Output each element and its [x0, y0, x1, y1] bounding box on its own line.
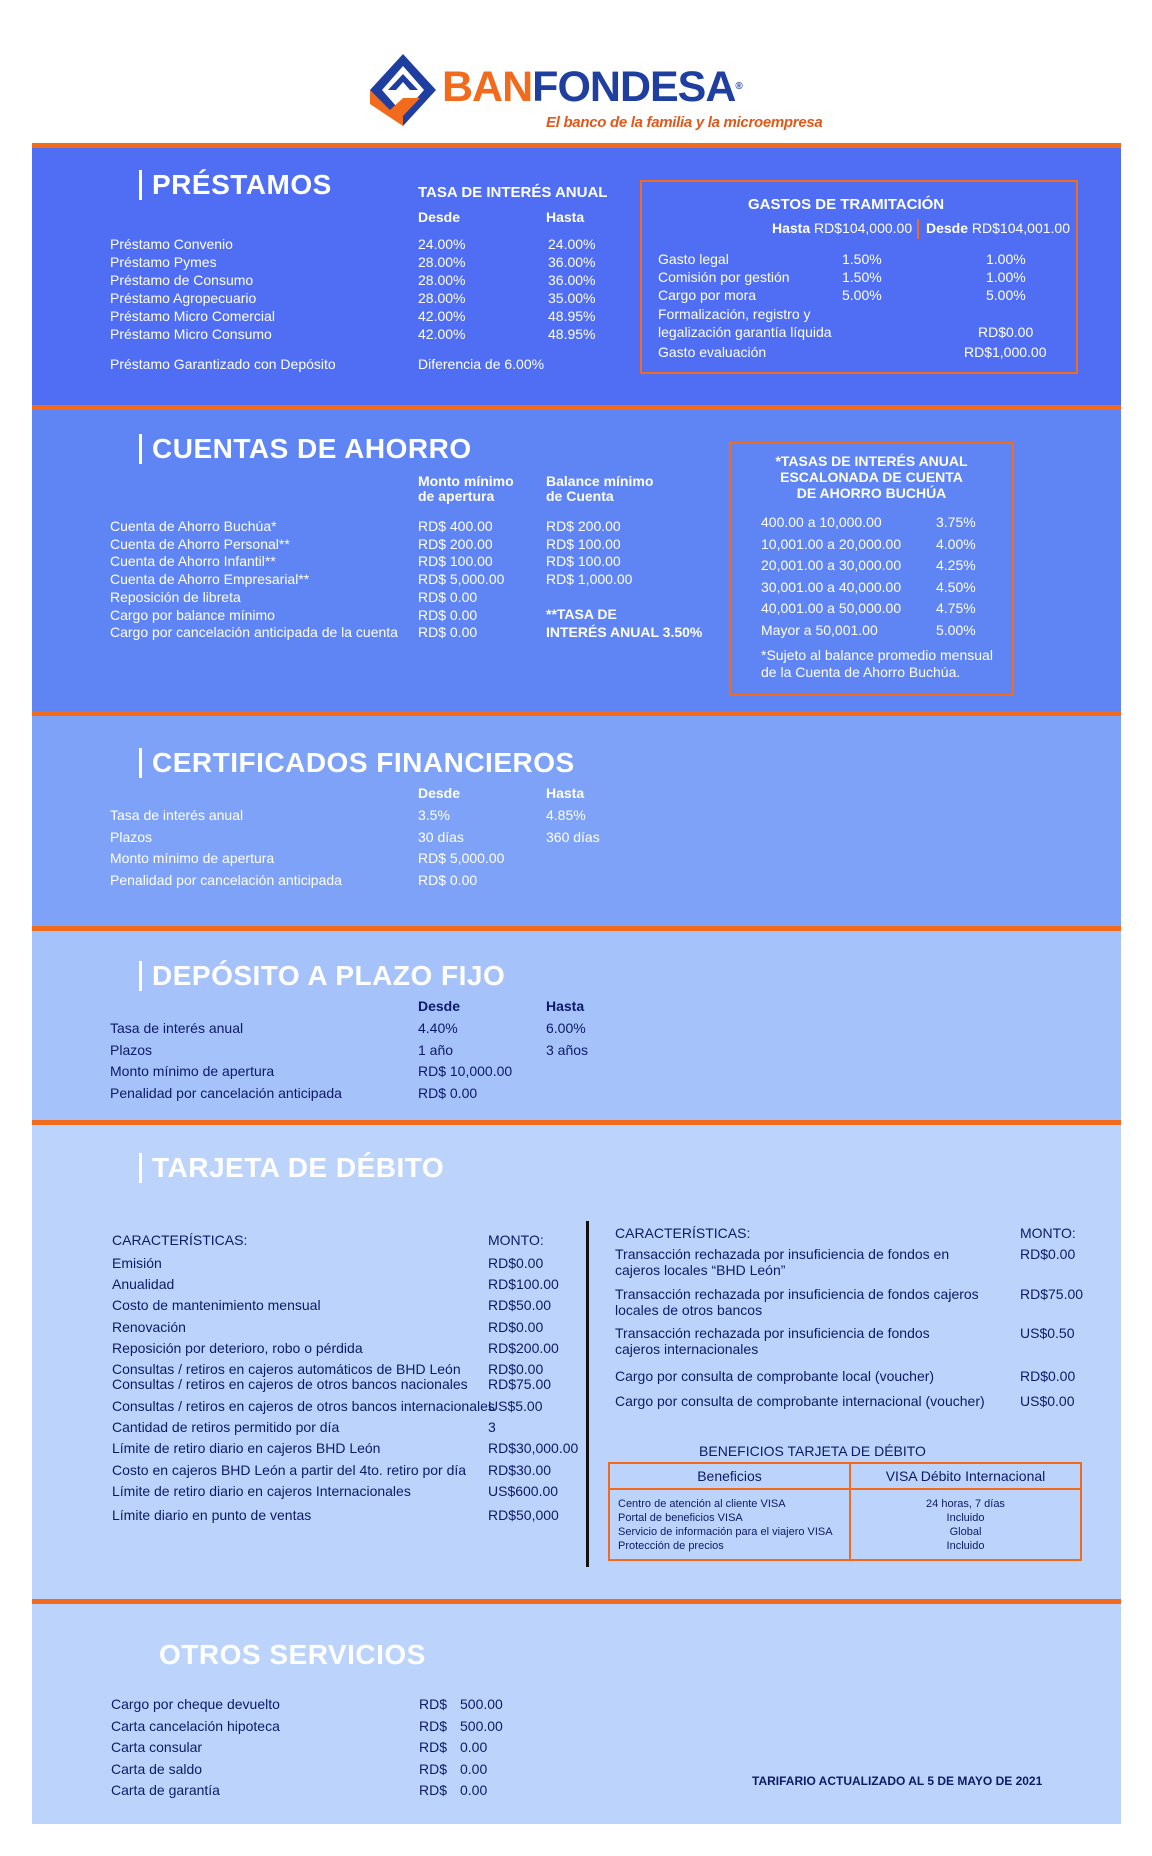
buchua-title-line1: *TASAS DE INTERÉS ANUAL [775, 453, 968, 469]
loan-rate-hasta: 36.00% [548, 254, 596, 270]
buchua-range: 30,001.00 a 40,000.00 [761, 578, 902, 595]
service-name: Carta cancelación hipoteca [111, 1717, 280, 1734]
gasto-col2: 5.00% [986, 287, 1026, 303]
cert-desde: RD$ 5,000.00 [418, 850, 505, 866]
debit-rejection-amount: RD$75.00 [1020, 1286, 1084, 1302]
deposit-name: Plazos [110, 1041, 153, 1058]
service-currency: RD$ [419, 1782, 448, 1798]
gasto-name: Comisión por gestión [658, 269, 790, 285]
section-title: PRÉSTAMOS [139, 170, 332, 200]
section-title: TARJETA DE DÉBITO [139, 1153, 444, 1183]
gasto-col1: 1.50% [842, 269, 882, 285]
debit-amount: RD$0.00 [488, 1361, 544, 1377]
debit-feature: Consultas / retiros en cajeros de otros bancos internacionales [112, 1398, 495, 1414]
service-name: Cargo por cheque devuelto [111, 1696, 280, 1712]
deposit-hasta: 3 años [546, 1041, 589, 1058]
garantizado-value: Diferencia de 6.00% [418, 356, 545, 372]
debit-amount: RD$50,000 [488, 1507, 559, 1523]
col-hasta: Hasta [546, 998, 585, 1014]
account-name: Cargo por balance mínimo [110, 606, 275, 623]
debit-feature: Emisión [112, 1255, 162, 1271]
buchua-title-line2: ESCALONADA DE CUENTA [780, 469, 963, 485]
gasto-name: Cargo por mora [658, 287, 757, 303]
account-balance: RD$ 1,000.00 [546, 571, 633, 588]
col-monto-line2: de apertura [418, 488, 495, 504]
service-amount: 0.00 [460, 1782, 488, 1798]
gastos-desde [926, 220, 1070, 237]
benefit-name: Protección de precios [618, 1540, 724, 1552]
beneficios-col2: VISA Débito Internacional [850, 1463, 1081, 1489]
loan-rate-hasta: 48.95% [548, 326, 596, 342]
cert-desde: 30 días [418, 828, 464, 845]
buchua-rate: 3.75% [936, 514, 976, 530]
account-monto: RD$ 100.00 [418, 553, 493, 570]
brand-logo [368, 52, 823, 137]
buchua-range: 40,001.00 a 50,000.00 [761, 600, 902, 616]
beneficios-values [859, 1497, 1072, 1553]
left-header: CARACTERÍSTICAS: [112, 1232, 248, 1248]
debit-amount: RD$0.00 [488, 1255, 544, 1271]
section-certificados [32, 711, 1121, 926]
right-monto-header: MONTO: [1020, 1225, 1076, 1241]
service-amount: 500.00 [460, 1717, 503, 1734]
gastos-desde-label: Desde [926, 220, 969, 236]
debit-amount: RD$50.00 [488, 1297, 552, 1313]
buchua-rate: 4.25% [936, 557, 976, 573]
brand-name-part2: FONDESA [532, 63, 736, 111]
col-hasta: Hasta [546, 785, 585, 801]
loan-rate-desde: 28.00% [418, 290, 466, 306]
col-monto-line1: Monto mínimo [418, 473, 514, 489]
loan-rate-desde: 28.00% [418, 254, 466, 270]
debit-rejection-line2: locales de otros bancos [615, 1302, 763, 1318]
garantizado-label: Préstamo Garantizado con Depósito [110, 356, 336, 372]
beneficios-names [618, 1497, 841, 1553]
debit-rejection-line1: Transacción rechazada por insuficiencia de fondos en [615, 1246, 950, 1262]
col-hasta: Hasta [546, 209, 585, 225]
debit-feature: Límite de retiro diario en cajeros BHD León [112, 1440, 381, 1456]
buchua-range: Mayor a 50,001.00 [761, 621, 878, 638]
formalizacion-line2: legalización garantía líquida [658, 324, 832, 340]
gastos-desde-amount: RD$104,001.00 [971, 220, 1070, 236]
account-monto: RD$ 5,000.00 [418, 571, 505, 588]
loan-name: Préstamo de Consumo [110, 272, 254, 288]
service-currency: RD$ [419, 1739, 448, 1755]
beneficios-values-cell [850, 1489, 1081, 1560]
account-monto: RD$ 0.00 [418, 624, 478, 641]
col-desde: Desde [418, 785, 461, 801]
debit-amount: RD$200.00 [488, 1340, 559, 1356]
cert-hasta: 360 días [546, 828, 600, 845]
debit-amount: US$5.00 [488, 1398, 543, 1414]
debit-feature: Límite diario en punto de ventas [112, 1507, 312, 1523]
col-desde: Desde [418, 209, 461, 225]
loan-rate-desde: 28.00% [418, 272, 466, 288]
service-currency: RD$ [419, 1760, 448, 1777]
service-amount: 500.00 [460, 1696, 503, 1712]
account-name: Reposición de libreta [110, 588, 241, 605]
cert-name: Monto mínimo de apertura [110, 850, 275, 866]
buchua-rate: 4.75% [936, 600, 976, 616]
deposit-name: Monto mínimo de apertura [110, 1063, 275, 1079]
formalizacion-line1: Formalización, registro y [658, 306, 811, 322]
loan-rate-desde: 42.00% [418, 308, 466, 324]
brand-name-part1: BAN [442, 63, 533, 111]
column-divider [586, 1221, 589, 1567]
deposit-desde: RD$ 0.00 [418, 1084, 478, 1101]
debit-amount: RD$100.00 [488, 1276, 559, 1292]
section-title: OTROS SERVICIOS [159, 1639, 426, 1670]
debit-rejection-amount: RD$0.00 [1020, 1368, 1076, 1384]
service-name: Carta de saldo [111, 1760, 203, 1777]
account-monto: RD$ 200.00 [418, 535, 493, 552]
cert-name: Penalidad por cancelación anticipada [110, 871, 342, 888]
account-balance: RD$ 100.00 [546, 535, 621, 552]
deposit-hasta: 6.00% [546, 1020, 586, 1036]
debit-feature: Anualidad [112, 1276, 175, 1292]
account-monto: RD$ 0.00 [418, 588, 478, 605]
loan-rate-hasta: 35.00% [548, 290, 596, 306]
debit-feature: Consultas / retiros en cajeros de otros bancos nacionales [112, 1376, 468, 1392]
gastos-box [640, 180, 1078, 374]
loan-rate-hasta: 36.00% [548, 272, 596, 288]
account-name: Cuenta de Ahorro Infantil** [110, 553, 276, 570]
deposit-desde: 1 año [418, 1041, 454, 1058]
service-name: Carta de garantía [111, 1782, 220, 1798]
debit-feature: Límite de retiro diario en cajeros Internacionales [112, 1483, 411, 1499]
debit-rejection-line1: Cargo por consulta de comprobante internacional (voucher) [615, 1393, 985, 1409]
left-monto-header: MONTO: [488, 1232, 544, 1248]
brand-wordmark [442, 62, 742, 112]
loan-name: Préstamo Pymes [110, 254, 217, 270]
account-name: Cuenta de Ahorro Personal** [110, 535, 290, 552]
cert-hasta: 4.85% [546, 807, 586, 823]
service-amount: 0.00 [460, 1760, 488, 1777]
gasto-col2: 1.00% [986, 269, 1026, 285]
gastos-title: GASTOS DE TRAMITACIÓN [748, 196, 945, 213]
debit-feature: Consultas / retiros en cajeros automáticos de BHD León [112, 1361, 461, 1377]
brand-tagline: El banco de la familia y la microempresa [546, 114, 823, 131]
loan-name: Préstamo Convenio [110, 236, 233, 252]
account-name: Cuenta de Ahorro Buchúa* [110, 518, 277, 534]
service-amount: 0.00 [460, 1739, 488, 1755]
cert-desde: RD$ 0.00 [418, 871, 478, 888]
account-balance: RD$ 100.00 [546, 553, 621, 570]
debit-feature: Costo de mantenimiento mensual [112, 1297, 321, 1313]
beneficios-title: BENEFICIOS TARJETA DE DÉBITO [699, 1443, 926, 1459]
col-desde: Desde [418, 998, 461, 1014]
service-currency: RD$ [419, 1696, 448, 1712]
debit-amount: US$600.00 [488, 1483, 559, 1499]
evaluacion-label: Gasto evaluación [658, 344, 767, 360]
formalizacion-value: RD$0.00 [978, 324, 1034, 340]
account-name: Cuenta de Ahorro Empresarial** [110, 571, 310, 588]
buchua-range: 400.00 a 10,000.00 [761, 514, 882, 530]
section-title: CUENTAS DE AHORRO [139, 434, 472, 464]
debit-rejection-amount: US$0.50 [1020, 1325, 1075, 1341]
loan-rate-desde: 24.00% [418, 236, 466, 252]
benefit-name: Servicio de información para el viajero VISA [618, 1526, 833, 1538]
debit-rejection-amount: US$0.00 [1020, 1393, 1075, 1409]
gasto-col1: 5.00% [842, 287, 882, 303]
col-balance-line2: de Cuenta [546, 488, 614, 504]
buchua-rate: 4.00% [936, 535, 976, 552]
loan-name: Préstamo Micro Consumo [110, 326, 272, 342]
gastos-hasta [772, 220, 912, 237]
section-deposito [32, 926, 1121, 1121]
debit-feature: Reposición por deterioro, robo o pérdida [112, 1340, 363, 1356]
debit-rejection-amount: RD$0.00 [1020, 1246, 1076, 1262]
tasa-note-line1: **TASA DE [546, 606, 617, 622]
benefit-name: Portal de beneficios VISA [618, 1512, 743, 1524]
buchua-range: 20,001.00 a 30,000.00 [761, 557, 902, 573]
section-otros [32, 1599, 1121, 1824]
buchua-rate: 4.50% [936, 578, 976, 595]
deposit-desde: RD$ 10,000.00 [418, 1063, 513, 1079]
cert-desde: 3.5% [418, 807, 450, 823]
gastos-divider [917, 219, 919, 239]
account-monto: RD$ 400.00 [418, 518, 493, 534]
tasa-note-line2: INTERÉS ANUAL 3.50% [546, 624, 703, 640]
buchua-note-line1: *Sujeto al balance promedio mensual [761, 647, 993, 663]
section-title: CERTIFICADOS FINANCIEROS [139, 748, 575, 778]
loan-name: Préstamo Agropecuario [110, 290, 257, 306]
service-name: Carta consular [111, 1739, 203, 1755]
debit-rejection-line2: cajeros internacionales [615, 1341, 759, 1357]
buchua-note-line2: de la Cuenta de Ahorro Buchúa. [761, 664, 961, 680]
benefit-value: 24 horas, 7 días [926, 1498, 1005, 1510]
section-ahorro [32, 405, 1121, 716]
buchua-range: 10,001.00 a 20,000.00 [761, 535, 902, 552]
section-prestamos [32, 143, 1121, 405]
loan-rate-hasta: 48.95% [548, 308, 596, 324]
tarifario-footer: TARIFARIO ACTUALIZADO AL 5 DE MAYO DE 2021 [752, 1774, 1043, 1788]
debit-rejection-line1: Cargo por consulta de comprobante local (voucher) [615, 1368, 935, 1384]
loan-rate-desde: 42.00% [418, 326, 466, 342]
account-name: Cargo por cancelación anticipada de la cuenta [110, 624, 398, 641]
debit-amount: RD$30,000.00 [488, 1440, 579, 1456]
cert-name: Plazos [110, 828, 153, 845]
beneficios-names-cell [609, 1489, 850, 1560]
deposit-name: Penalidad por cancelación anticipada [110, 1084, 342, 1101]
debit-feature: Costo en cajeros BHD León a partir del 4to. retiro por día [112, 1462, 467, 1478]
benefit-name: Centro de atención al cliente VISA [618, 1498, 786, 1510]
registered-mark: ® [735, 81, 742, 92]
section-title: DEPÓSITO A PLAZO FIJO [139, 961, 505, 991]
debit-rejection-line1: Transacción rechazada por insuficiencia de fondos cajeros [615, 1286, 979, 1302]
cert-name: Tasa de interés anual [110, 807, 244, 823]
debit-amount: 3 [488, 1419, 496, 1435]
deposit-name: Tasa de interés anual [110, 1020, 244, 1036]
service-currency: RD$ [419, 1717, 448, 1734]
account-monto: RD$ 0.00 [418, 606, 478, 623]
gastos-hasta-label: Hasta [772, 220, 811, 236]
buchua-box [729, 442, 1014, 696]
debit-amount: RD$30.00 [488, 1462, 552, 1478]
evaluacion-value: RD$1,000.00 [964, 344, 1047, 360]
right-header: CARACTERÍSTICAS: [615, 1225, 751, 1241]
loan-rate-hasta: 24.00% [548, 236, 596, 252]
benefit-value: Incluido [946, 1512, 985, 1524]
buchua-title-line3: DE AHORRO BUCHÚA [796, 485, 947, 501]
col-balance-line1: Balance mínimo [546, 473, 654, 489]
debit-rejection-line1: Transacción rechazada por insuficiencia de fondos [615, 1325, 930, 1341]
beneficios-col1: Beneficios [609, 1463, 850, 1489]
benefit-value: Incluido [946, 1540, 985, 1552]
debit-feature: Renovación [112, 1319, 186, 1335]
gasto-col2: 1.00% [986, 251, 1026, 267]
buchua-rate: 5.00% [936, 621, 976, 638]
rate-header: TASA DE INTERÉS ANUAL [418, 184, 608, 201]
banfondesa-logo-icon [368, 52, 438, 132]
benefit-value: Global [949, 1526, 982, 1538]
debit-feature: Cantidad de retiros permitido por día [112, 1419, 340, 1435]
gasto-col1: 1.50% [842, 251, 882, 267]
beneficios-table [608, 1462, 1082, 1561]
gastos-hasta-amount: RD$104,000.00 [814, 220, 913, 236]
loan-name: Préstamo Micro Comercial [110, 308, 275, 324]
gasto-name: Gasto legal [658, 251, 729, 267]
account-balance: RD$ 200.00 [546, 518, 621, 534]
debit-rejection-line2: cajeros locales “BHD León” [615, 1262, 786, 1278]
section-debito [32, 1120, 1121, 1601]
deposit-desde: 4.40% [418, 1020, 458, 1036]
debit-amount: RD$0.00 [488, 1319, 544, 1335]
debit-amount: RD$75.00 [488, 1376, 552, 1392]
